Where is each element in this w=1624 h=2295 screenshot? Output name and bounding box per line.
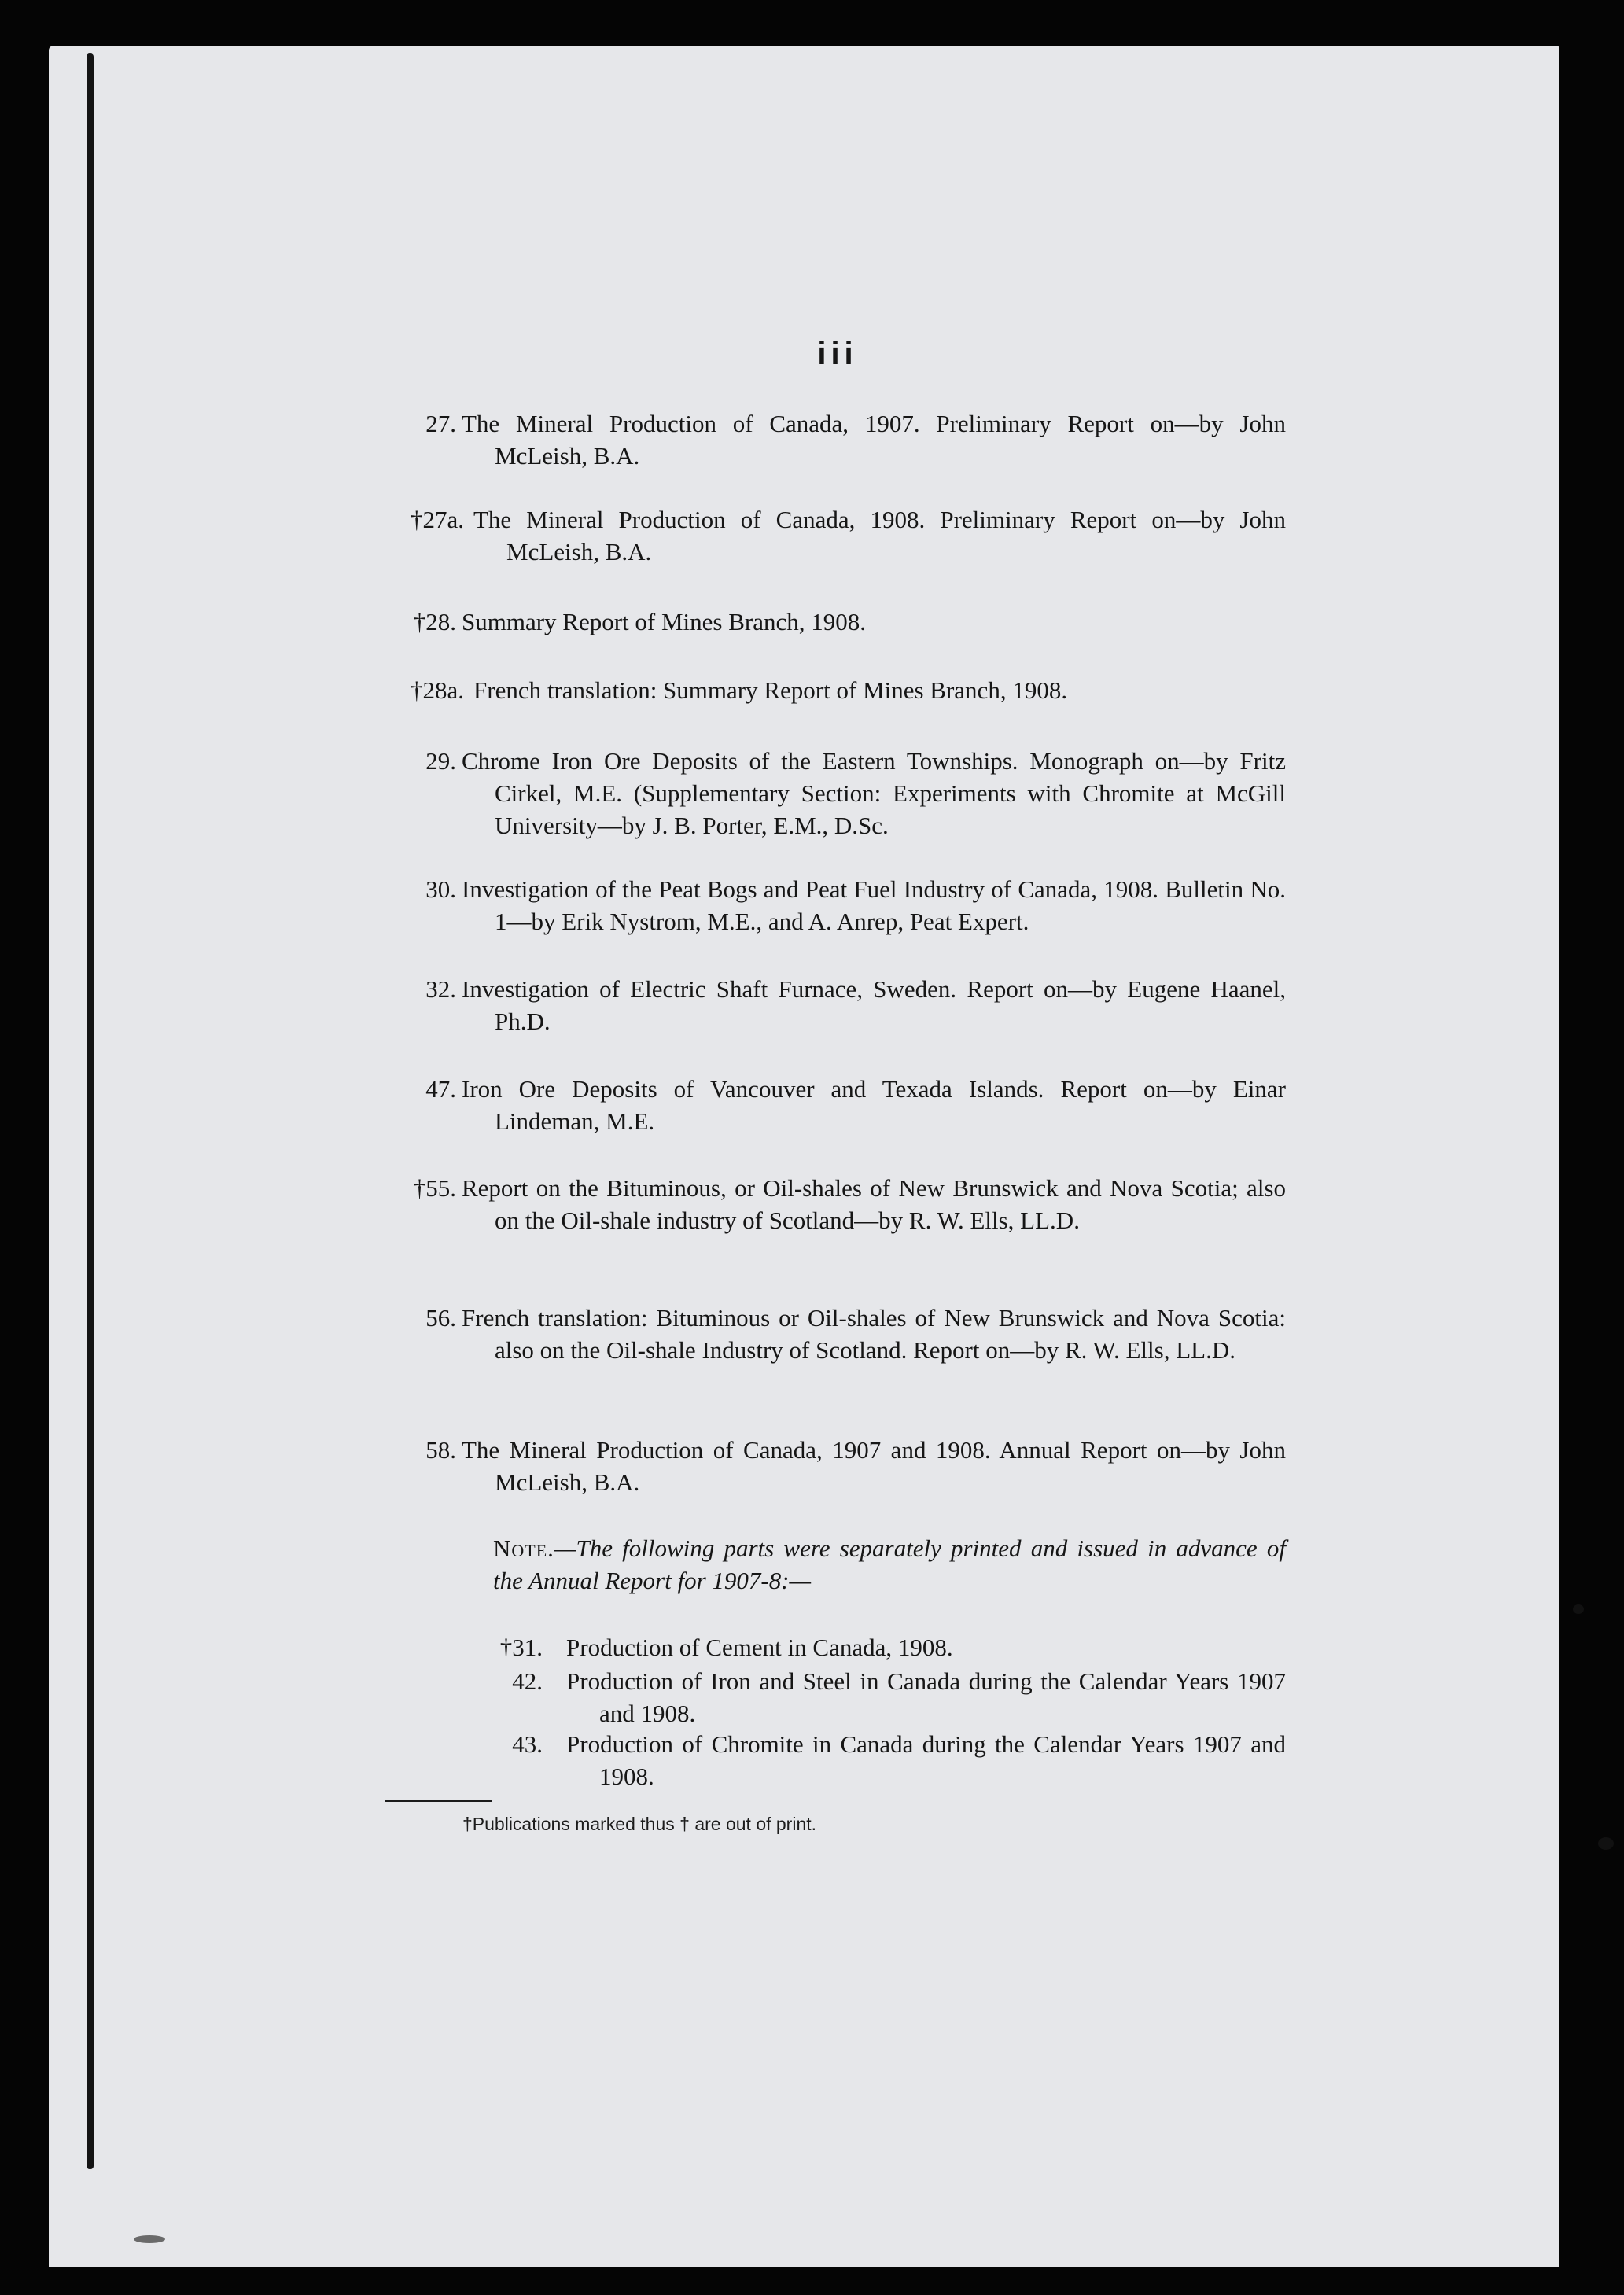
entry-number: 58. — [425, 1436, 456, 1464]
scan-speck — [1573, 1604, 1584, 1614]
entry-text: Chrome Iron Ore Deposits of the Eastern Townships. Monograph on—by Fritz Cirkel, M.E. (Supplementary Section: Experiments with Chromite at McGill University—by J. B. Porter, E.M., D.Sc. — [462, 747, 1286, 839]
entry-number: 32. — [425, 975, 456, 1003]
entry-number: †27a. — [410, 506, 464, 533]
entry-number: 27. — [425, 410, 456, 437]
entry-text: Summary Report of Mines Branch, 1908. — [462, 608, 867, 635]
entry-number: †55. — [413, 1174, 456, 1202]
entry-text: Investigation of Electric Shaft Furnace, Sweden. Report on—by Eugene Haanel, Ph.D. — [462, 975, 1286, 1035]
entry-text: Production of Chromite in Canada during the Calendar Years 1907 and 1908. — [566, 1730, 1286, 1790]
entry-text: Report on the Bituminous, or Oil-shales of New Brunswick and Nova Scotia; also on the Oil-shale industry of Scotland—by R. W. Ells, LL.D. — [462, 1174, 1286, 1234]
footnote-rule — [385, 1800, 492, 1802]
entry-number: †28. — [413, 608, 456, 635]
scanned-page — [49, 46, 1559, 2267]
entry-text: French translation: Bituminous or Oil-shales of New Brunswick and Nova Scotia: also on the Oil-shale Industry of Scotland. Report on—by R. W. Ells, LL.D. — [462, 1304, 1286, 1364]
entry-number: 47. — [425, 1075, 456, 1103]
entry-text: Production of Cement in Canada, 1908. — [566, 1634, 953, 1661]
entry-text: Investigation of the Peat Bogs and Peat Fuel Industry of Canada, 1908. Bulletin No. 1—by Erik Nystrom, M.E., and A. Anrep, Peat Expert. — [462, 875, 1286, 935]
footnote: †Publications marked thus † are out of print. — [462, 1814, 817, 1834]
entry-number: †31. — [499, 1634, 543, 1661]
advance-note — [493, 1532, 1286, 1597]
entry-number: 29. — [425, 747, 456, 775]
note-text: —The following parts were separately printed and issued in advance of the Annual Report for 1907-8:— — [493, 1534, 1286, 1594]
note-lead: Note. — [493, 1534, 554, 1562]
entry-text: Iron Ore Deposits of Vancouver and Texada Islands. Report on—by Einar Lindeman, M.E. — [462, 1075, 1286, 1135]
scan-speck — [1598, 1837, 1614, 1850]
page-number: iii — [817, 337, 858, 371]
entry-text: French translation: Summary Report of Mines Branch, 1908. — [473, 676, 1068, 704]
entry-text: The Mineral Production of Canada, 1907 and 1908. Annual Report on—by John McLeish, B.A. — [462, 1436, 1286, 1496]
entry-text: Production of Iron and Steel in Canada during the Calendar Years 1907 and 1908. — [566, 1667, 1286, 1727]
entry-text: The Mineral Production of Canada, 1908. Preliminary Report on—by John McLeish, B.A. — [473, 506, 1286, 565]
entry-number: 56. — [425, 1304, 456, 1332]
binding-edge — [87, 53, 94, 2169]
scan-speck — [134, 2235, 165, 2243]
entry-text: The Mineral Production of Canada, 1907. Preliminary Report on—by John McLeish, B.A. — [462, 410, 1286, 470]
entry-number: 43. — [512, 1730, 543, 1758]
entry-number: †28a. — [410, 676, 464, 704]
entry-number: 30. — [425, 875, 456, 903]
entry-number: 42. — [512, 1667, 543, 1695]
